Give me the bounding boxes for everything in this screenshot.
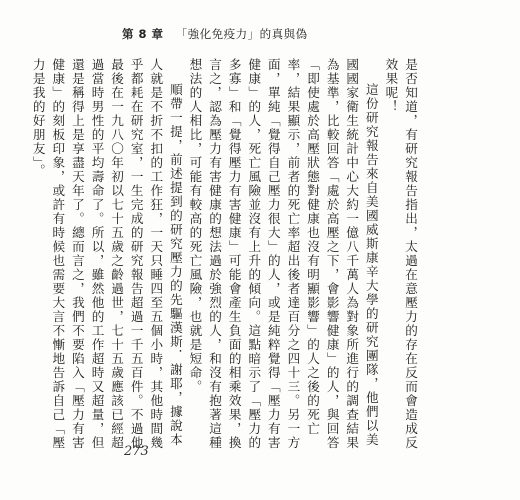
vertical-body-text (30, 58, 420, 458)
running-header (122, 26, 308, 42)
chapter-title: 「強化免疫力」的真與偽 (175, 27, 308, 41)
paragraph-3: 順帶一提，前述提到的研究壓力的先驅漢斯．謝耶，據說本人就是不折不扣的工作狂，一天只睡四至五個小時，其他時間幾乎都耗在研究室，一生完成的研究報告超過一千五百件。不過他最後在一九八〇年初以七十五歲之齡過世，七十五歲應該已經超過當時男性的平均壽命了。所以，雖然他的工作超時又超量，但還是稱得上是享盡天年了。總而言之，我們不要陷入「壓力有害健康」的刻板印象，或許有時候也需要大言不慚地告訴自己「壓力是我的好朋友」。 (30, 58, 183, 450)
paragraph-1: 是否知道，有研究報告指出，太過在意壓力的存在反而會造成反效果呢！ (383, 58, 418, 450)
paragraph-2: 這份研究報告來自美國威斯康辛大學的研究團隊，他們以美國國家衛生統計中心大約一億八千萬人為對象所進行的調查結果為基準，比較回答「處於高壓之下，會影響健康」的人，與回答「即使處於高壓狀態對健康也沒有明顯影響」的人之後的死亡率，結果顯示，前者的死亡率超出後者達百分之四十三。另一方面，單純「覺得自己壓力很大」的人，或是純粹覺得「壓力有害健康」的人，死亡風險並沒有上升的傾向。這點暗示了「壓力的多寡」和「覺得壓力有害健康」可能會產生負面的相乘效果，換言之，認為壓力有害健康的想法過於強烈的人，和沒有抱著這種想法的人相比，可能有較高的死亡風險，也就是短命。 (187, 58, 379, 450)
page-number: 273 (124, 444, 149, 459)
chapter-label: 第 8 章 (122, 27, 164, 41)
